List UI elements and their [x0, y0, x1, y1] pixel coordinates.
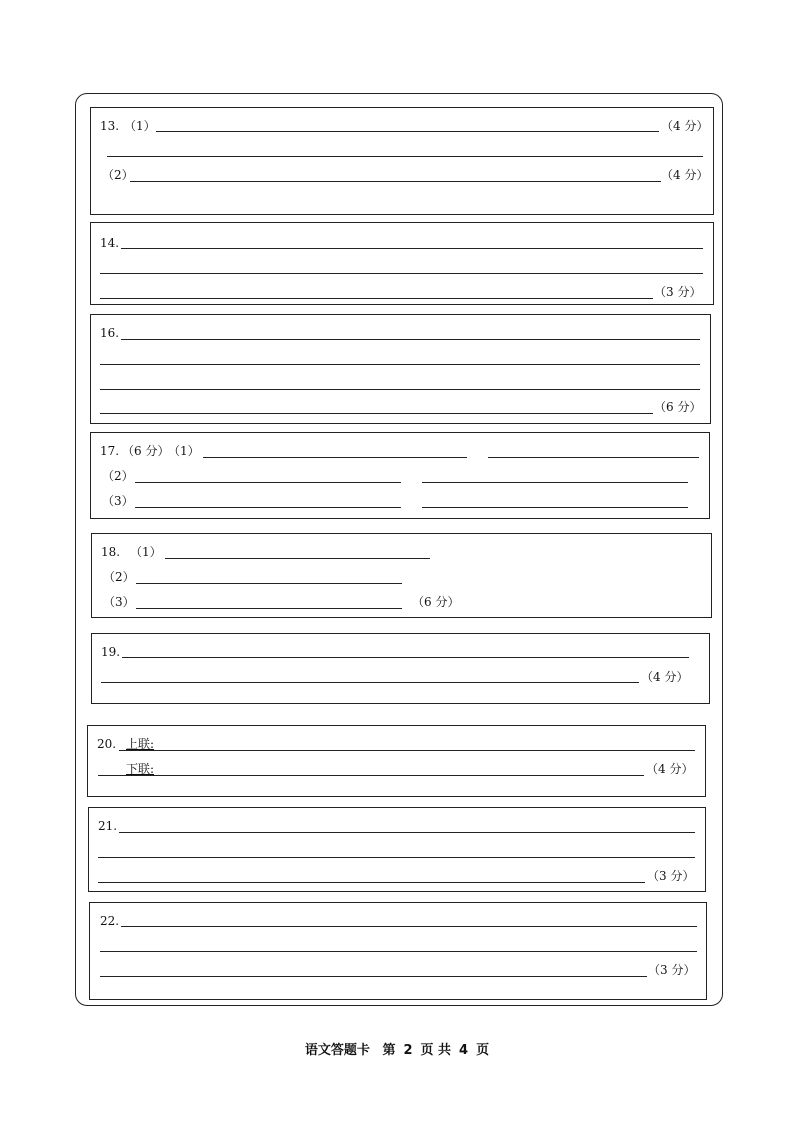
q19-number: 19. — [101, 645, 121, 659]
q13-part2-label: （2） — [102, 168, 134, 182]
q13-answer-line-3[interactable] — [130, 181, 661, 182]
q22-answer-line-1[interactable] — [121, 926, 697, 927]
q16-answer-line-4[interactable] — [100, 413, 653, 414]
q16-answer-line-2[interactable] — [100, 364, 700, 365]
q20-lower-label: 下联: — [126, 762, 155, 776]
q21-score: （3 分） — [647, 869, 695, 883]
q16-answer-line-3[interactable] — [100, 389, 700, 390]
q18-answer-line-3[interactable] — [136, 608, 402, 609]
question-19-box — [91, 633, 710, 704]
q20-upper-answer-line[interactable] — [119, 750, 695, 751]
q17-answer-line-1a[interactable] — [203, 457, 467, 458]
q13-number: 13. — [100, 119, 120, 133]
q18-score: （6 分） — [412, 595, 460, 609]
footer-page-prefix: 第 — [382, 1043, 396, 1058]
q22-number: 22. — [100, 914, 120, 928]
q17-number: 17. — [100, 444, 120, 458]
q17-part2-label: （2） — [102, 469, 134, 483]
q17-score: （6 分） — [122, 444, 170, 458]
q14-answer-line-3[interactable] — [100, 298, 653, 299]
q18-answer-line-1[interactable] — [165, 558, 430, 559]
question-16-box — [90, 314, 711, 424]
footer-page-total: 4 — [459, 1043, 469, 1058]
question-14-box — [90, 222, 714, 305]
q17-answer-line-3b[interactable] — [422, 507, 688, 508]
q17-part3-label: （3） — [102, 494, 134, 508]
question-21-box — [88, 807, 706, 892]
q14-answer-line-1[interactable] — [121, 248, 703, 249]
footer-page-current: 2 — [403, 1043, 413, 1058]
q20-number: 20. — [97, 737, 117, 751]
q21-answer-line-1[interactable] — [119, 832, 695, 833]
q20-lower-answer-line[interactable] — [98, 775, 644, 776]
q18-part3-label: （3） — [103, 595, 135, 609]
q14-score: （3 分） — [654, 285, 702, 299]
q16-answer-line-1[interactable] — [121, 339, 700, 340]
footer-title: 语文答题卡 — [304, 1043, 370, 1058]
question-20-box — [87, 725, 706, 797]
q17-answer-line-2b[interactable] — [422, 482, 688, 483]
q13-score-2: （4 分） — [661, 168, 709, 182]
q17-answer-line-2a[interactable] — [135, 482, 401, 483]
q20-score: （4 分） — [646, 762, 694, 776]
q19-answer-line-2[interactable] — [101, 682, 639, 683]
question-18-box — [91, 533, 712, 618]
q18-number: 18. — [101, 545, 121, 559]
q13-answer-line-1[interactable] — [156, 131, 659, 132]
footer-page-suffix: 页 — [476, 1043, 490, 1058]
question-13-box — [90, 107, 714, 215]
q17-answer-line-1b[interactable] — [488, 457, 699, 458]
q22-score: （3 分） — [648, 963, 696, 977]
q19-answer-line-1[interactable] — [122, 657, 689, 658]
q13-score-1: （4 分） — [661, 119, 709, 133]
q14-number: 14. — [100, 236, 120, 250]
q20-upper-label: 上联: — [126, 737, 155, 751]
q13-answer-line-2[interactable] — [107, 156, 703, 157]
q19-score: （4 分） — [641, 670, 689, 684]
q21-answer-line-2[interactable] — [98, 857, 695, 858]
q22-answer-line-3[interactable] — [100, 976, 647, 977]
q16-number: 16. — [100, 326, 120, 340]
q13-part1-label: （1） — [124, 119, 156, 133]
page-footer — [0, 1039, 794, 1058]
q21-answer-line-3[interactable] — [98, 882, 645, 883]
q18-part1-label: （1） — [130, 545, 162, 559]
q17-answer-line-3a[interactable] — [135, 507, 401, 508]
q21-number: 21. — [98, 819, 118, 833]
q18-part2-label: （2） — [103, 570, 135, 584]
q18-answer-line-2[interactable] — [136, 583, 402, 584]
q17-part1-label: （1） — [168, 444, 200, 458]
footer-page-mid: 页 共 — [420, 1043, 452, 1058]
q16-score: （6 分） — [654, 400, 702, 414]
q14-answer-line-2[interactable] — [100, 273, 703, 274]
q22-answer-line-2[interactable] — [100, 951, 697, 952]
